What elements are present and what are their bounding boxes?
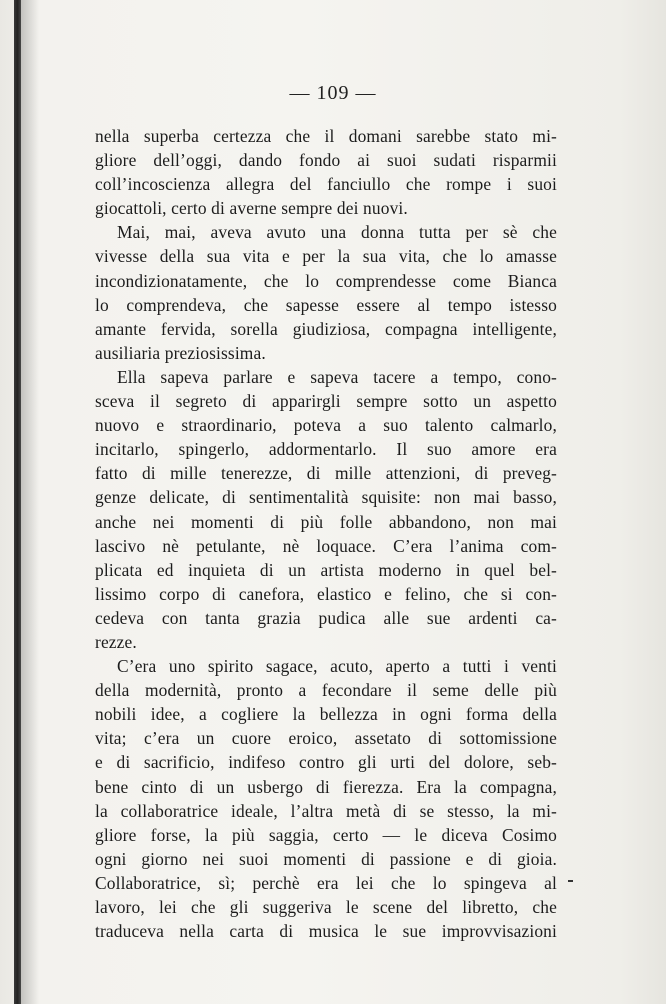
text-line: anche nei momenti di più folle abbandono, non mai xyxy=(95,511,557,532)
text-line: vivesse della sua vita e per la sua vita, che lo amasse xyxy=(95,246,557,267)
paragraph xyxy=(95,124,557,220)
text-line: bene cinto di un usbergo di fierezza. Era la compagna, xyxy=(95,776,557,797)
text-line: rezze. xyxy=(95,631,137,652)
text-line: fatto di mille tenerezze, di mille attenzioni, di preveg- xyxy=(95,463,557,484)
text-line: gliore forse, la più saggia, certo — le diceva Cosimo xyxy=(95,824,557,845)
text-line: Mai, mai, aveva avuto una donna tutta per sè che xyxy=(117,222,557,243)
page-number: — 109 — xyxy=(289,82,377,104)
text-line: la collaboratrice ideale, l’altra metà di se stesso, la mi- xyxy=(95,800,557,821)
stray-mark xyxy=(568,880,573,882)
text-line: cedeva con tanta grazia pudica alle sue ardenti ca- xyxy=(95,607,557,628)
text-line: nuovo e straordinario, poteva a suo talento calmarlo, xyxy=(95,415,557,436)
paragraph xyxy=(95,654,557,943)
text-line: incitarlo, spingerlo, addormentarlo. Il suo amore era xyxy=(95,439,557,460)
text-line: nobili idee, a cogliere la bellezza in ogni forma della xyxy=(95,704,557,725)
text-line: incondizionatamente, che lo comprendesse come Bianca xyxy=(95,270,557,291)
text-line: ausiliaria preziosissima. xyxy=(95,342,266,363)
text-line: della modernità, pronto a fecondare il seme delle più xyxy=(95,680,557,701)
text-line: lascivo nè petulante, nè loquace. C’era l’anima com- xyxy=(95,535,557,556)
text-line: traduceva nella carta di musica le sue improvvisazioni xyxy=(95,921,557,942)
text-line: amante fervida, sorella giudiziosa, compagna intelligente, xyxy=(95,318,557,339)
text-line: e di sacrificio, indifeso contro gli urti del dolore, seb- xyxy=(95,752,557,773)
text-line: Ella sapeva parlare e sapeva tacere a tempo, cono- xyxy=(117,366,557,387)
text-line: Collaboratrice, sì; perchè era lei che lo spingeva al xyxy=(95,872,557,893)
text-line: genze delicate, di sentimentalità squisite: non mai basso, xyxy=(95,487,557,508)
text-line: plicata ed inquieta di un artista moderno in quel bel- xyxy=(95,559,557,580)
gutter-shadow xyxy=(21,0,39,1004)
text-line: giocattoli, certo di averne sempre dei nuovi. xyxy=(95,198,408,219)
text-line: sceva il segreto di apparirgli sempre sotto un aspetto xyxy=(95,391,557,412)
text-line: lavoro, lei che gli suggeriva le scene del libretto, che xyxy=(95,897,557,917)
paragraph xyxy=(95,220,557,365)
text-line: nella superba certezza che il domani sarebbe stato mi- xyxy=(95,126,557,146)
text-line: lissimo corpo di canefora, elastico e felino, che si con- xyxy=(95,583,557,604)
text-line: C’era uno spirito sagace, acuto, aperto a tutti i venti xyxy=(117,656,557,677)
body-text xyxy=(95,124,557,943)
text-line: vita; c’era un cuore eroico, assetato di sottomissione xyxy=(95,728,557,749)
text-line: ogni giorno nei suoi momenti di passione e di gioia. xyxy=(95,848,557,869)
page-gutter-edge xyxy=(14,0,21,1004)
text-line: coll’incoscienza allegra del fanciullo che rompe i suoi xyxy=(95,174,557,195)
text-line: gliore dell’oggi, dando fondo ai suoi sudati risparmii xyxy=(95,150,557,171)
text-line: lo comprendeva, che sapesse essere al tempo istesso xyxy=(95,294,557,315)
paragraph xyxy=(95,365,557,654)
